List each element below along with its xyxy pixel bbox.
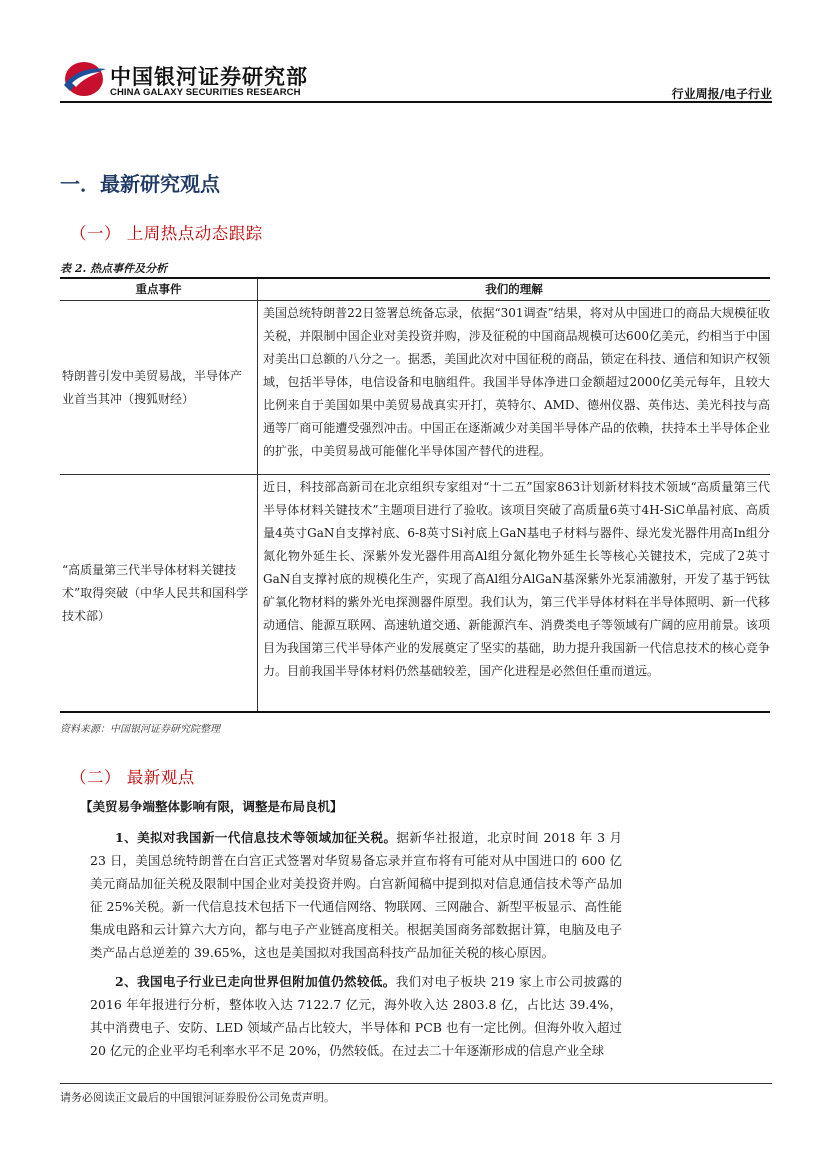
header-divider [60,101,772,103]
body-paragraph [90,826,622,964]
event-text: 特朗普引发中美贸易战，半导体产业首当其冲（搜狐财经） [62,368,243,406]
footer-divider [60,1083,772,1084]
viewpoint-subhead: 【美贸易争端整体影响有限，调整是布局良机】 [80,799,343,814]
galaxy-logo-icon [60,55,108,101]
table-title: 表 2. 热点事件及分析 [60,262,168,275]
brand-name-cn: 中国银河证券研究部 [110,65,308,89]
table-row [60,301,770,475]
section-title: 一．最新研究观点 [60,172,220,196]
table-cell-event [60,301,258,474]
table-row [60,475,770,713]
table-header-row [60,279,770,301]
body-paragraph [90,970,622,1062]
paragraph-body: 据新华社报道，北京时间 2018 年 3 月 23 日，美国总统特朗普在白宫正式签署对华贸易备忘录并宣布将有可能对从中国进口的 600 亿美元商品加征关税及限制中国企业对美投资并购。白宫新闻稿中提到拟对信息通信技术等产品加征 25%关税。新一代信息技术包括下一代通信网络、物联网、三网融合、新型平板显示、高性能集成电路和云计算六大方向，都与电子产业链高度相关。根据美国商务部数据计算，电脑及电子类产品占总逆差的 39.65%，这也是美国拟对我国高科技产品加征关税的核心原因。 [90,830,622,960]
event-text: “高质量第三代半导体材料关键技术”取得突破（中华人民共和国科学技术部） [62,562,249,623]
table-cell-analysis: 美国总统特朗普22日签署总统备忘录，依据“301调查”结果，将对从中国进口的商品大规模征收关税，并限制中国企业对美投资并购，涉及征税的中国商品规模可达600亿美元，约相当于中国对美出口总额的八分之一。据悉，美国此次对中国征税的商品，锁定在科技、通信和知识产权领域，包括半导体，电信设备和电脑组件。我国半导体净进口金额超过2000亿美元每年，且较大比例来自于美国如果中美贸易战真实开打，英特尔、AMD、德州仪器、英伟达、美光科技与高通等厂商可能遭受强烈冲击。中国正在逐渐减少对美国半导体产品的依赖，扶持本土半导体企业的扩张，中美贸易战可能催化半导体国产替代的进程。 [263,306,770,458]
table-cell-analysis: 近日，科技部高新司在北京组织专家组对“十二五”国家863计划新材料技术领域“高质量第三代半导体材料关键技术”主题项目进行了验收。该项目突破了高质量6英寸4H-SiC单晶衬底、高质量4英寸GaN自支撑衬底、6-8英寸Si衬底上GaN基电子材料与器件、绿光发光器件用高In组分氮化物外延生长、深紫外发光器件用高Al组分氮化物外延生长等核心关键技术，完成了2英寸GaN自支撑衬底的规模化生产，实现了高Al组分AlGaN基深紫外光泵浦激射，开发了基于钙钛矿氧化物材料的紫外光电探测器件原型。我们认为，第三代半导体材料在半导体照明、新一代移动通信、能源互联网、高速轨道交通、新能源汽车、消费类电子等领域有广阔的应用前景。该项目为我国第三代半导体产业的发展奠定了坚实的基础，助力提升我国新一代信息技术的核心竞争力。目前我国半导体材料仍然基础较差，国产化进程是必然但任重而道远。 [263,480,770,678]
paragraph-body: 我们对电子板块 219 家上市公司披露的 2016 年年报进行分析，整体收入达 7122.7 亿元，海外收入达 2803.8 亿，占比达 39.4%，其中消费电子、安防、LED 领域产品占比较大，半导体和 PCB 也有一定比例。但海外收入超过 20 亿元的企业平均毛利率水平不足 20%，仍然较低。在过去二十年逐渐形成的信息产业全球 [90,974,622,1058]
subsection-title-2: （二） 最新观点 [70,768,195,787]
brand-name-en: CHINA GALAXY SECURITIES RESEARCH [110,87,301,98]
report-category: 行业周报/电子行业 [671,87,772,101]
disclaimer-note: 请务必阅读正文最后的中国银河证券股份公司免责声明。 [60,1091,335,1104]
table-source-note: 资料来源：中国银河证券研究院整理 [60,724,220,735]
table-header-event: 重点事件 [60,279,258,300]
table-header-analysis: 我们的理解 [485,282,543,296]
page-header [60,55,772,103]
paragraph-lead: 1、美拟对我国新一代信息技术等领域加征关税。 [115,830,397,845]
table-cell-event [60,475,258,711]
subsection-title-1: （一） 上周热点动态跟踪 [70,224,263,243]
hot-events-table [60,277,770,713]
paragraph-lead: 2、我国电子行业已走向世界但附加值仍然较低。 [115,974,396,989]
